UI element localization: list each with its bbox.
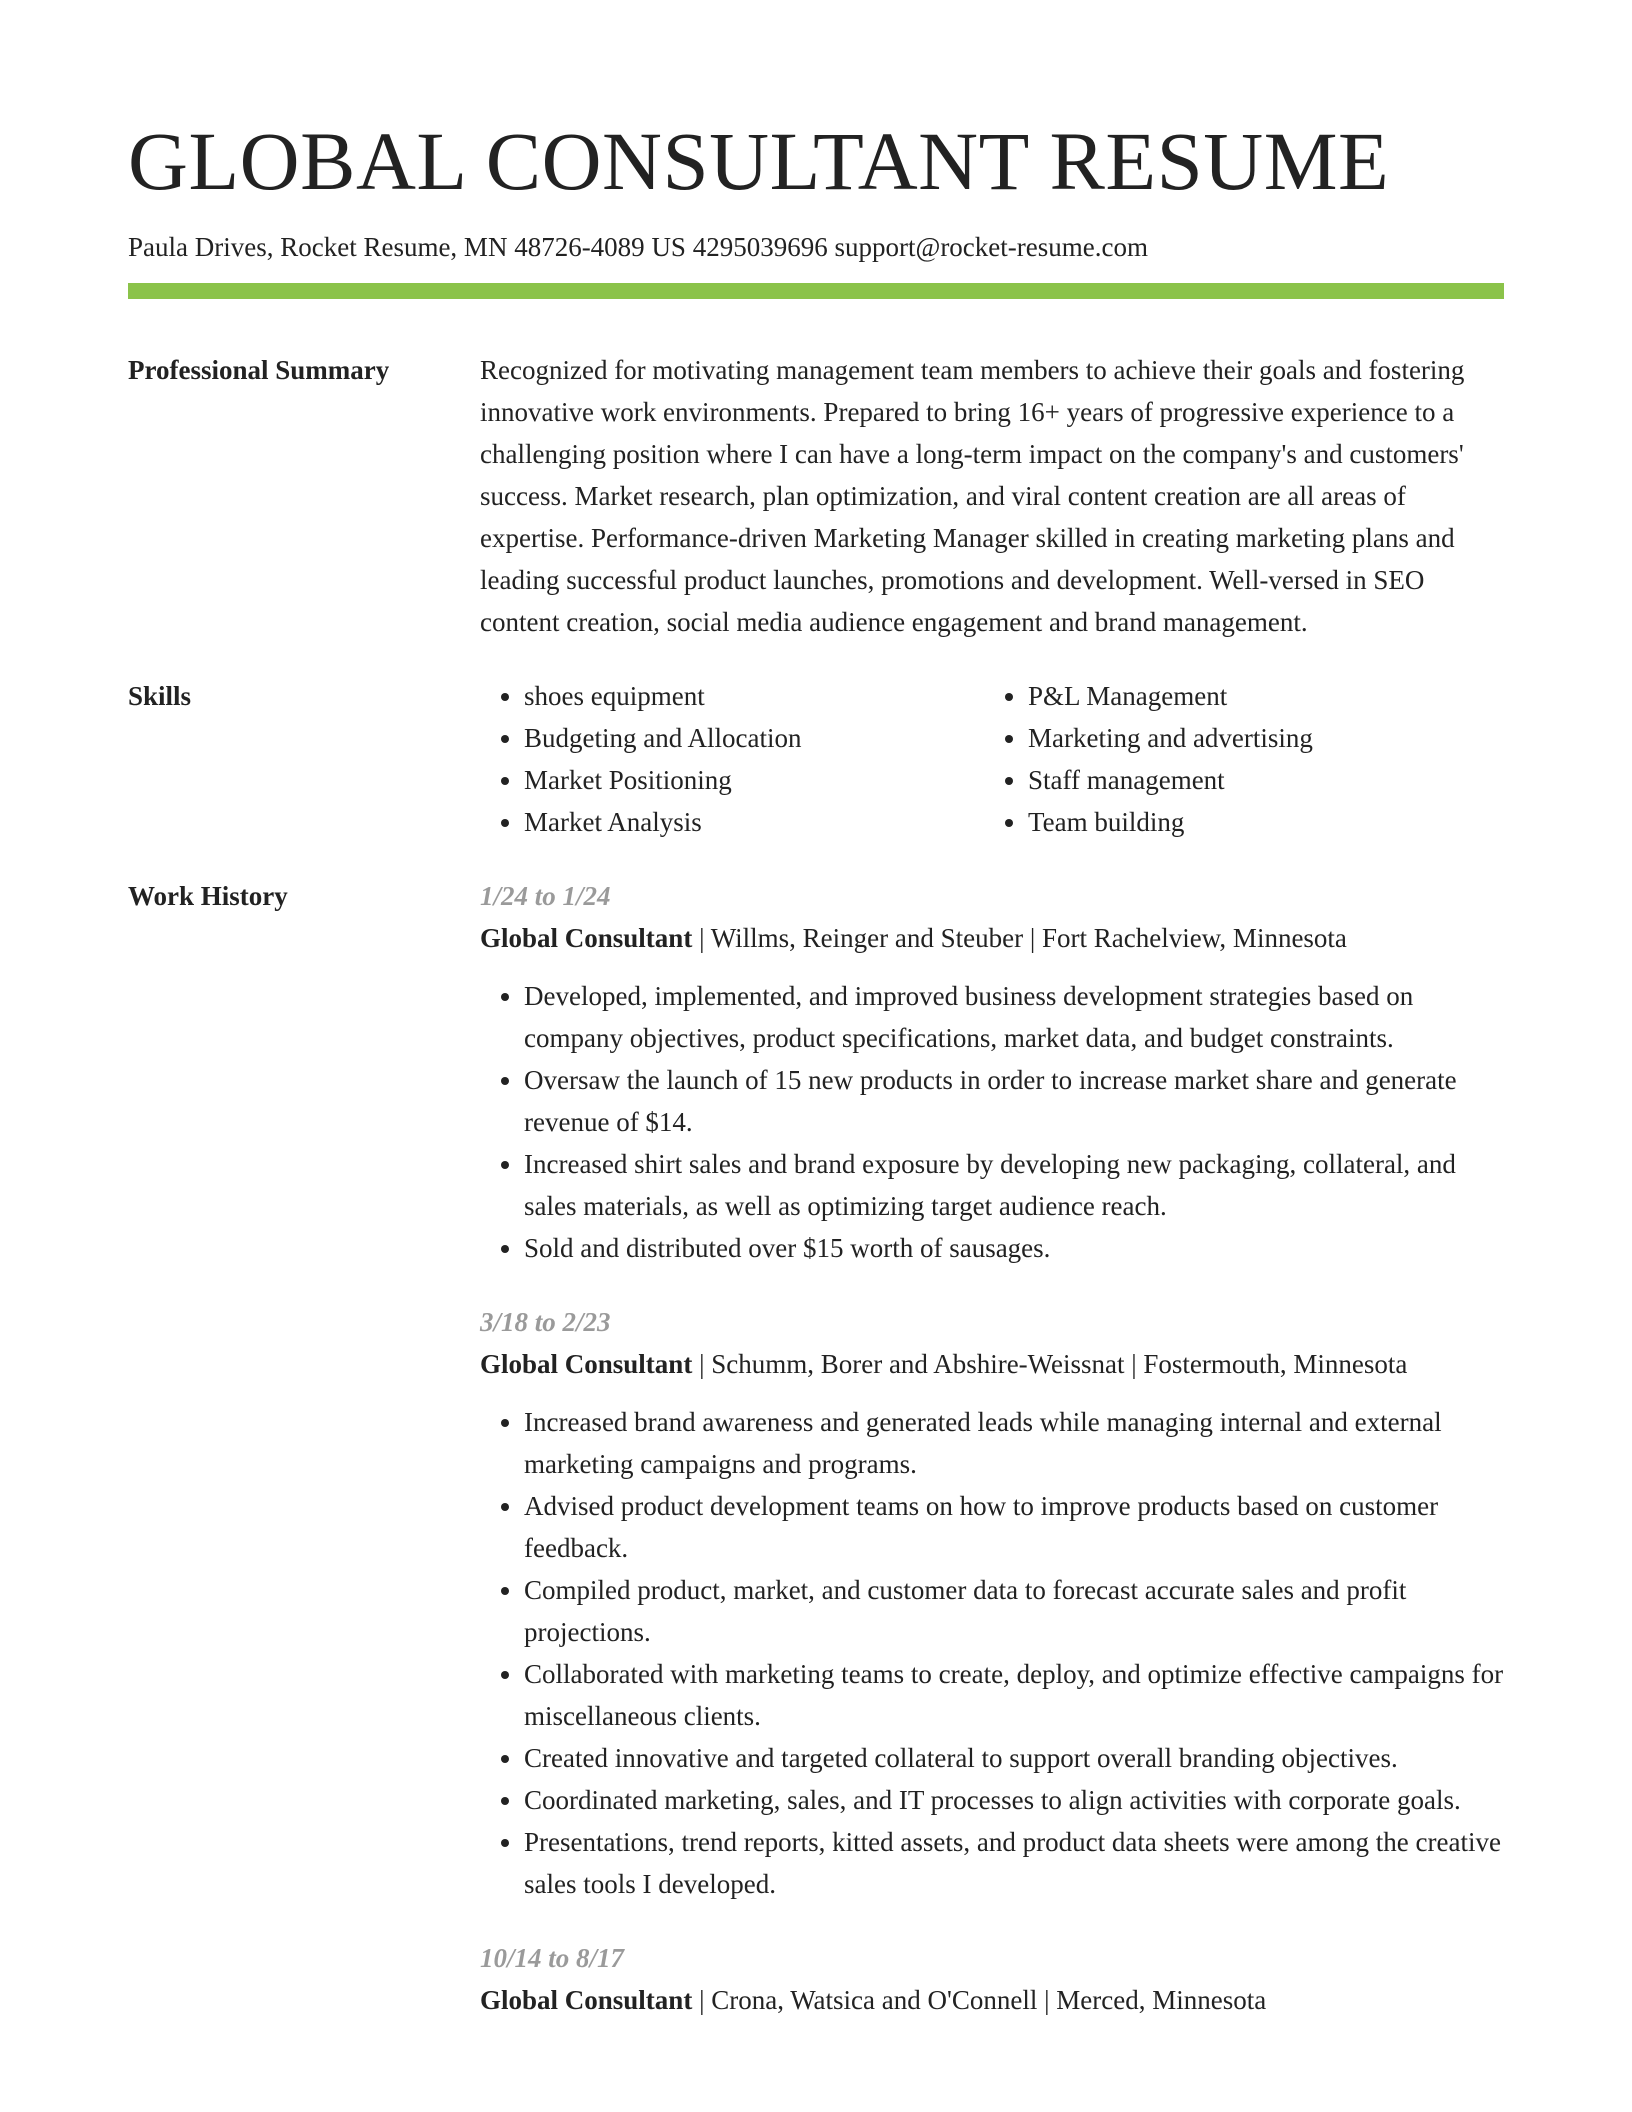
skill-item: • Marketing and advertising — [1028, 717, 1488, 759]
skills-label: Skills — [128, 681, 192, 712]
skills-section — [128, 675, 1504, 843]
contact-country: US — [651, 232, 686, 262]
job-bullet: • Increased brand awareness and generated leads while managing internal and external marketing campaigns and programs. — [524, 1401, 1504, 1485]
header-divider — [128, 283, 1504, 299]
job-bullet: • Created innovative and targeted collateral to support overall branding objectives. — [524, 1737, 1504, 1779]
skill-item: • P&L Management — [1028, 675, 1488, 717]
job-bullets — [480, 1401, 1504, 1905]
job-bullet: • Sold and distributed over $15 worth of sausages. — [524, 1227, 1504, 1269]
contact-address: Rocket Resume, MN 48726-4089 — [280, 232, 645, 262]
work-history-label: Work History — [128, 881, 288, 912]
job-heading — [480, 917, 1504, 959]
job-bullet: • Increased shirt sales and brand exposure by developing new packaging, collateral, and sales materials, as well as optimizing target audience reach. — [524, 1143, 1504, 1227]
resume-title: GLOBAL CONSULTANT RESUME — [128, 115, 1390, 207]
skill-item: • Team building — [1028, 801, 1488, 843]
contact-email: support@rocket-resume.com — [834, 232, 1148, 262]
contact-name: Paula Drives, — [128, 232, 274, 262]
job-details: | Willms, Reinger and Steuber | Fort Rachelview, Minnesota — [692, 923, 1347, 954]
job-dates: 3/18 to 2/23 — [480, 1307, 611, 1338]
skill-item: • Staff management — [1028, 759, 1488, 801]
skills-list-right — [984, 675, 1488, 843]
work-history-section — [128, 875, 1504, 2053]
job-bullet: • Coordinated marketing, sales, and IT processes to align activities with corporate goals. — [524, 1779, 1504, 1821]
job-bullet: • Presentations, trend reports, kitted assets, and product data sheets were among the creative sales tools I developed. — [524, 1821, 1504, 1905]
skill-item: • Market Analysis — [524, 801, 984, 843]
job-bullets — [480, 975, 1504, 1269]
skills-list-left — [480, 675, 984, 843]
contact-line — [128, 231, 1504, 263]
summary-label: Professional Summary — [128, 355, 390, 386]
job-entry — [480, 875, 1504, 1269]
skills-grid — [480, 675, 1504, 843]
job-title: Global Consultant — [480, 923, 693, 954]
summary-section — [128, 349, 1504, 643]
job-heading — [480, 1979, 1504, 2021]
job-dates: 1/24 to 1/24 — [480, 881, 611, 912]
resume-page — [128, 115, 1504, 2053]
job-bullet: • Advised product development teams on how to improve products based on customer feedback. — [524, 1485, 1504, 1569]
job-dates: 10/14 to 8/17 — [480, 1943, 625, 1974]
job-bullet: • Oversaw the launch of 15 new products in order to increase market share and generate revenue of $14. — [524, 1059, 1504, 1143]
job-entry — [480, 1937, 1504, 2021]
job-title: Global Consultant — [480, 1349, 693, 1380]
job-entry — [480, 1301, 1504, 1905]
skill-item: • shoes equipment — [524, 675, 984, 717]
skill-item: • Budgeting and Allocation — [524, 717, 984, 759]
job-bullet: • Collaborated with marketing teams to create, deploy, and optimize effective campaigns for miscellaneous clients. — [524, 1653, 1504, 1737]
summary-text: Recognized for motivating management team members to achieve their goals and fostering innovative work environments. Prepared to bring 16+ years of progressive experience to a challenging position where I can have a long-term impact on the company's and customers' success. Market research, plan optimization, and viral content creation are all areas of expertise. Performance-driven Marketing Manager skilled in creating marketing plans and leading successful product launches, promotions and development. Well-versed in SEO content creation, social media audience engagement and brand management. — [480, 355, 1465, 638]
job-title: Global Consultant — [480, 1985, 693, 2016]
job-bullet: • Compiled product, market, and customer data to forecast accurate sales and profit projections. — [524, 1569, 1504, 1653]
job-bullet: • Developed, implemented, and improved business development strategies based on company objectives, product specifications, market data, and budget constraints. — [524, 975, 1504, 1059]
job-details: | Schumm, Borer and Abshire-Weissnat | Fostermouth, Minnesota — [692, 1349, 1408, 1380]
contact-phone: 4295039696 — [692, 232, 828, 262]
job-details: | Crona, Watsica and O'Connell | Merced, Minnesota — [692, 1985, 1267, 2016]
job-heading — [480, 1343, 1504, 1385]
skill-item: • Market Positioning — [524, 759, 984, 801]
